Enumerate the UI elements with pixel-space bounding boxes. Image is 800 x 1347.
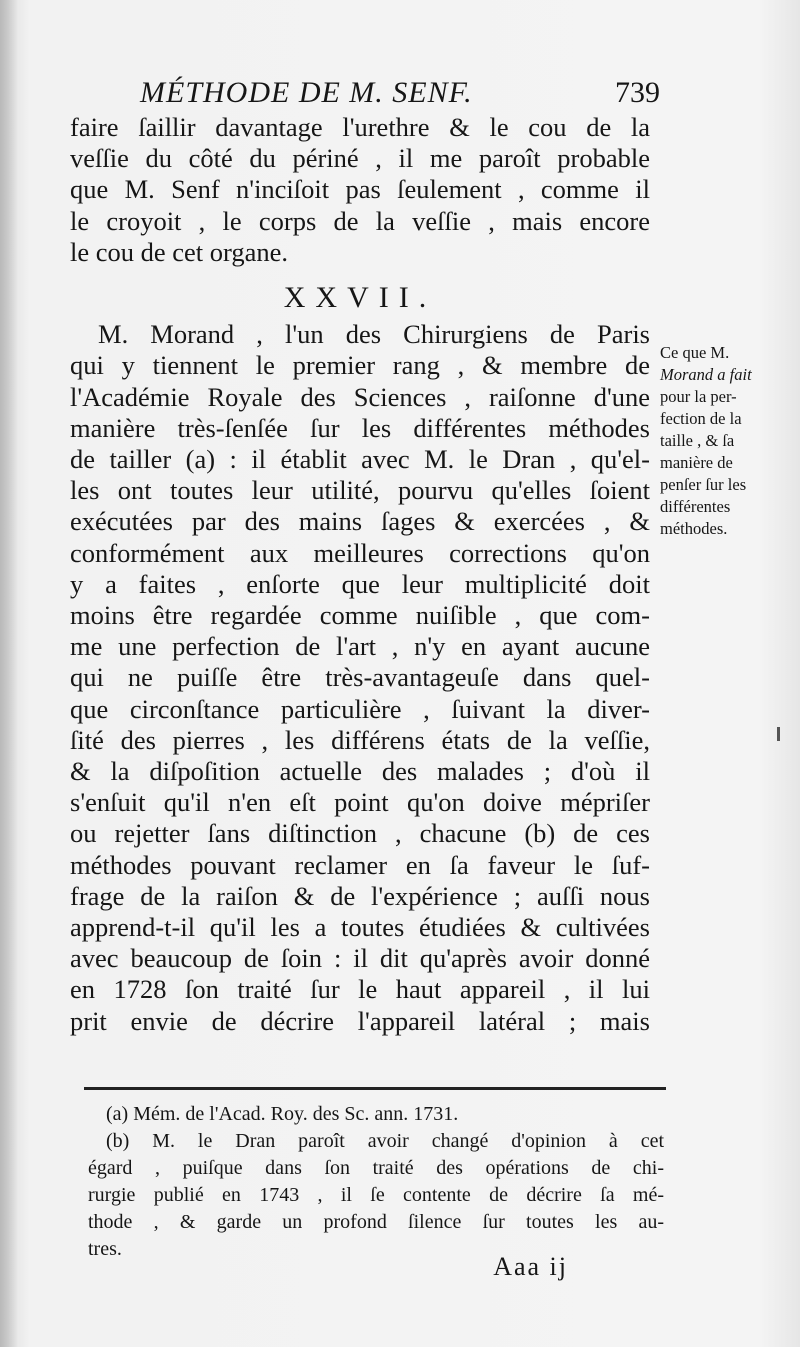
signature-mark: Aaa ij bbox=[493, 1252, 568, 1281]
text-line: le croyoit , le corps de la veſſie , mais encore bbox=[70, 205, 650, 236]
text-line: faire ſaillir davantage l'urethre & le cou de la bbox=[70, 112, 650, 142]
text-line: qui y tiennent le premier rang , & membre de bbox=[70, 350, 650, 381]
margin-note-line: méthodes. bbox=[660, 519, 728, 538]
text-line: les ont toutes leur utilité, pourvu qu'elles ſoient bbox=[70, 475, 650, 506]
margin-note-line: taille , & ſa bbox=[660, 431, 735, 450]
text-line: le cou de cet organe. bbox=[70, 236, 289, 267]
footnotes bbox=[88, 1101, 664, 1263]
text-line: qui ne puiſſe être très-avantageuſe dans quel- bbox=[70, 662, 650, 693]
text-line: en 1728 ſon traité ſur le haut appareil , il lui bbox=[70, 974, 650, 1005]
text-line: s'enſuit qu'il n'en eſt point qu'on doive mépriſer bbox=[70, 787, 650, 818]
text-line: l'Académie Royale des Sciences , raiſonne d'une bbox=[70, 381, 650, 412]
text-line: avec beaucoup de ſoin : il dit qu'après avoir donné bbox=[70, 943, 650, 974]
text-line: que circonſtance particulière , ſuivant la diver- bbox=[70, 693, 650, 724]
body-text bbox=[70, 112, 650, 1037]
margin-note bbox=[660, 342, 790, 540]
margin-note-line: Morand a fait bbox=[660, 365, 752, 384]
text-line: de tailler (a) : il établit avec M. le Dran , qu'el- bbox=[70, 444, 650, 475]
text-line: ou rejetter ſans diſtinction , chacune (b) de ces bbox=[70, 818, 650, 849]
text-line: y a faites , enſorte que leur multiplicité doit bbox=[70, 568, 650, 599]
text-line: conformément aux meilleures corrections qu'on bbox=[70, 537, 650, 568]
text-line: prit envie de décrire l'appareil latéral ; mais bbox=[70, 1005, 650, 1036]
footnote-line: (b) M. le Dran paroît avoir changé d'opinion à cet bbox=[106, 1130, 664, 1152]
footnote-line: rurgie publié en 1743 , il ſe contente de décrire ſa mé- bbox=[88, 1184, 664, 1206]
margin-note-line: Ce que M. bbox=[660, 343, 730, 362]
ink-speck bbox=[777, 727, 780, 741]
text-line: moins être regardée comme nuiſible , que com- bbox=[70, 600, 650, 631]
margin-note-line: fection de la bbox=[660, 409, 742, 428]
footnote-line: tres. bbox=[88, 1238, 122, 1260]
text-line: méthodes pouvant reclamer en ſa faveur le ſuf- bbox=[70, 849, 650, 880]
text-line: frage de la raiſon & de l'expérience ; auſſi nous bbox=[70, 880, 650, 911]
margin-note-line: penſer ſur les bbox=[660, 475, 747, 494]
footnote-rule bbox=[84, 1087, 666, 1090]
text-line: que M. Senf n'inciſoit pas ſeulement , comme il bbox=[70, 174, 650, 205]
footnote-line: thode , & garde un profond ſilence ſur toutes les au- bbox=[88, 1211, 664, 1233]
text-line: veſſie du côté du périné , il me paroît probable bbox=[70, 143, 650, 174]
margin-note-line: manière de bbox=[660, 453, 733, 472]
page-gutter-shadow bbox=[0, 0, 18, 1347]
footnote-line: égard , puiſque dans ſon traité des opérations de chi- bbox=[88, 1157, 664, 1179]
running-head bbox=[140, 76, 660, 116]
text-line: M. Morand , l'un des Chirurgiens de Paris bbox=[98, 319, 650, 350]
text-line: & la diſpoſition actuelle des malades ; d'où il bbox=[70, 756, 650, 787]
text-line: manière très-ſenſée ſur les différentes méthodes bbox=[70, 412, 650, 443]
margin-note-line: différentes bbox=[660, 497, 731, 516]
text-line: apprend-t-il qu'il les a toutes étudiées & cultivées bbox=[70, 912, 650, 943]
text-line: exécutées par des mains ſages & exercées , & bbox=[70, 506, 650, 537]
page-number: 739 bbox=[615, 76, 660, 109]
running-title: MÉTHODE DE M. SENF. bbox=[140, 76, 473, 109]
text-line: me une perfection de l'art , n'y en ayant aucune bbox=[70, 631, 650, 662]
text-line: ſité des pierres , les différens états de la veſſie, bbox=[70, 724, 650, 755]
footnote-line: (a) Mém. de l'Acad. Roy. des Sc. ann. 1731. bbox=[106, 1103, 459, 1125]
margin-note-line: pour la per- bbox=[660, 387, 737, 406]
section-heading: XXVII. bbox=[283, 281, 437, 315]
